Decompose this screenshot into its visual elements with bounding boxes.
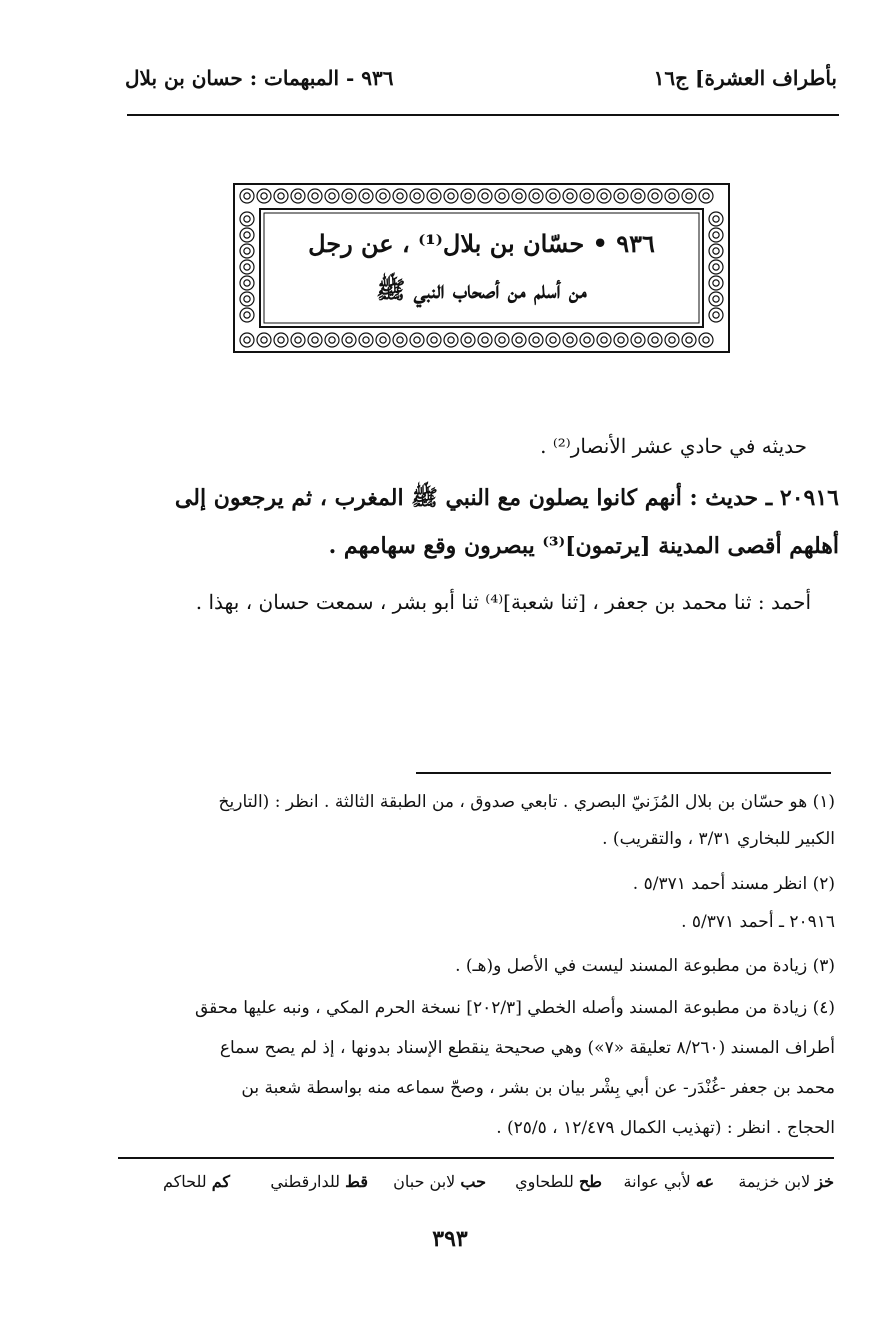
ornament-dot bbox=[278, 337, 284, 343]
ornament-dot bbox=[713, 296, 719, 302]
ornament-dot bbox=[703, 193, 709, 199]
ornament-loop bbox=[709, 228, 723, 242]
abbr-item: قط للدارقطني bbox=[270, 1172, 368, 1191]
bottom-rule bbox=[118, 1157, 834, 1159]
ornament-loop bbox=[665, 333, 679, 347]
ornament-dot bbox=[713, 248, 719, 254]
ornament-dot bbox=[499, 193, 505, 199]
ornament-dot bbox=[380, 193, 386, 199]
ornament-dot bbox=[329, 193, 335, 199]
ornament-dot bbox=[448, 193, 454, 199]
ornament-loop bbox=[291, 189, 305, 203]
ornament-dot bbox=[244, 264, 250, 270]
ornament-loop bbox=[580, 333, 594, 347]
ornament-dot bbox=[550, 337, 556, 343]
ornament-dot bbox=[499, 337, 505, 343]
chapter-heading-line-1: ٩٣٦ • حسّان بن بلال⁽¹⁾ ، عن رجل bbox=[308, 229, 655, 258]
ornament-dot bbox=[601, 337, 607, 343]
ornament-dot bbox=[601, 193, 607, 199]
ornament-dot bbox=[312, 337, 318, 343]
ornament-dot bbox=[703, 337, 709, 343]
ornament-dot bbox=[713, 216, 719, 222]
ornament-loop bbox=[529, 189, 543, 203]
footnote-4-line-3: محمد بن جعفر -غُنْدَر- عن أبي بِشْر بيان بن بشر ، وصحّ سماعه منه بواسطة شعبة بن bbox=[241, 1078, 835, 1098]
ornament-loop bbox=[308, 333, 322, 347]
ornament-dot bbox=[448, 337, 454, 343]
ornament-loop bbox=[631, 333, 645, 347]
ornament-dot bbox=[465, 193, 471, 199]
ornament-dot bbox=[329, 337, 335, 343]
ornament-loop bbox=[648, 189, 662, 203]
ornament-loop bbox=[512, 189, 526, 203]
ornament-dot bbox=[516, 193, 522, 199]
ornament-loop bbox=[709, 292, 723, 306]
ornament-loop bbox=[495, 189, 509, 203]
ornament-dot bbox=[363, 337, 369, 343]
header-volume-title: بأطراف العشرة] ج١٦ bbox=[653, 66, 837, 90]
ornament-dot bbox=[713, 312, 719, 318]
ornament-dot bbox=[295, 337, 301, 343]
header-rule bbox=[127, 114, 839, 116]
ornament-dot bbox=[346, 337, 352, 343]
ornament-dot bbox=[261, 337, 267, 343]
ornament-dot bbox=[363, 193, 369, 199]
ornament-dot bbox=[244, 193, 250, 199]
ornament-loop bbox=[444, 333, 458, 347]
ornament-dot bbox=[414, 337, 420, 343]
ornament-dot bbox=[261, 193, 267, 199]
ornament-loop bbox=[376, 333, 390, 347]
ornament-loop bbox=[240, 276, 254, 290]
ornament-dot bbox=[635, 337, 641, 343]
isnad-line: أحمد : ثنا محمد بن جعفر ، [ثنا شعبة]⁽⁴⁾ ثنا أبو بشر ، سمعت حسان ، بهذا . bbox=[195, 590, 811, 614]
ornament-loop bbox=[257, 333, 271, 347]
footnote-4-line-1: (٤) زيادة من مطبوعة المسند وأصله الخطي [٢٠٢/٣] نسخة الحرم المكي ، ونبه عليها محقق bbox=[194, 998, 835, 1018]
ornament-loop bbox=[257, 189, 271, 203]
footnote-2: (٢) انظر مسند أحمد ٥/٣٧١ . bbox=[632, 874, 835, 894]
abbr-item: عه لأبي عوانة bbox=[623, 1172, 714, 1191]
ornament-dot bbox=[397, 193, 403, 199]
ornament-dot bbox=[431, 337, 437, 343]
page-number: ٣٩٣ bbox=[432, 1226, 468, 1252]
footnote-1-line-2: الكبير للبخاري ٣/٣١ ، والتقريب) . bbox=[602, 829, 835, 849]
ornament-dot bbox=[584, 193, 590, 199]
ornament-loop bbox=[240, 228, 254, 242]
ornament-loop bbox=[709, 212, 723, 226]
ornament-loop bbox=[682, 189, 696, 203]
ornament-loop bbox=[240, 292, 254, 306]
ornament-loop bbox=[410, 333, 424, 347]
ornament-loop bbox=[631, 189, 645, 203]
ornament-dot bbox=[635, 193, 641, 199]
header-chapter-title: ٩٣٦ - المبهمات : حسان بن بلال bbox=[125, 66, 394, 90]
ornament-dot bbox=[669, 193, 675, 199]
ornament-loop bbox=[597, 333, 611, 347]
ornament-dot bbox=[278, 193, 284, 199]
ornament-loop bbox=[410, 189, 424, 203]
ornament-dot bbox=[244, 337, 250, 343]
ornament-loop bbox=[427, 333, 441, 347]
ornament-loop bbox=[274, 333, 288, 347]
ornament-dot bbox=[533, 337, 539, 343]
ornament-dot bbox=[567, 193, 573, 199]
ornament-dot bbox=[244, 280, 250, 286]
footnote-1-line-1: (١) هو حسّان بن بلال المُزَنيّ البصري . تابعي صدوق ، من الطبقة الثالثة . انظر : (التاريخ bbox=[218, 792, 835, 812]
ornament-loop bbox=[240, 333, 254, 347]
ornament-loop bbox=[709, 308, 723, 322]
ornament-dot bbox=[584, 337, 590, 343]
ornament-loop bbox=[308, 189, 322, 203]
ornament-loop bbox=[682, 333, 696, 347]
ornament-dot bbox=[533, 193, 539, 199]
ornament-loop bbox=[444, 189, 458, 203]
ornament-dot bbox=[516, 337, 522, 343]
ornament-dot bbox=[295, 193, 301, 199]
ornament-loop bbox=[709, 276, 723, 290]
ornament-dot bbox=[244, 232, 250, 238]
ornament-loop bbox=[342, 189, 356, 203]
ornament-dot bbox=[244, 216, 250, 222]
ornament-loop bbox=[461, 189, 475, 203]
running-header bbox=[125, 62, 837, 98]
ornament-dot bbox=[713, 232, 719, 238]
ornament-dot bbox=[312, 193, 318, 199]
ornament-loop bbox=[597, 189, 611, 203]
chapter-ornamental-frame bbox=[233, 183, 730, 353]
ornament-loop bbox=[376, 189, 390, 203]
ornament-dot bbox=[482, 193, 488, 199]
ornament-loop bbox=[478, 189, 492, 203]
ornament-loop bbox=[240, 189, 254, 203]
ornament-loop bbox=[240, 308, 254, 322]
ornament-dot bbox=[686, 337, 692, 343]
footnote-4-line-4: الحجاج . انظر : (تهذيب الكمال ١٢/٤٧٩ ، ٢٥/٥) . bbox=[496, 1118, 835, 1138]
ornament-dot bbox=[380, 337, 386, 343]
ornament-loop bbox=[563, 189, 577, 203]
ornament-loop bbox=[359, 189, 373, 203]
ornament-loop bbox=[291, 333, 305, 347]
hadith-text-line-2: أهلهم أقصى المدينة [يرتمون]⁽³⁾ يبصرون وقع سهامهم . bbox=[328, 533, 839, 559]
ornament-loop bbox=[478, 333, 492, 347]
ornament-dot bbox=[618, 193, 624, 199]
footnote-3: (٣) زيادة من مطبوعة المسند ليست في الأصل و(هـ) . bbox=[455, 956, 835, 976]
ornament-dot bbox=[397, 337, 403, 343]
footnote-4-line-2: أطراف المسند (٨/٢٦٠ تعليقة «٧») وهي صحيحة ينقطع الإسناد بدونها ، إذ لم يصح سماع bbox=[219, 1038, 835, 1058]
ornament-loop bbox=[648, 333, 662, 347]
ornament-dot bbox=[346, 193, 352, 199]
ornament-loop bbox=[529, 333, 543, 347]
ornament-loop bbox=[240, 212, 254, 226]
abbreviation-key bbox=[118, 1172, 834, 1202]
ornament-loop bbox=[699, 189, 713, 203]
ornament-loop bbox=[393, 189, 407, 203]
ornament-dot bbox=[482, 337, 488, 343]
ornament-loop bbox=[580, 189, 594, 203]
ornament-loop bbox=[427, 189, 441, 203]
ornament-dot bbox=[652, 337, 658, 343]
abbr-item: حب لابن حبان bbox=[393, 1172, 486, 1191]
ornament-loop bbox=[614, 189, 628, 203]
ornament-loop bbox=[393, 333, 407, 347]
ornament-loop bbox=[240, 260, 254, 274]
ornament-dot bbox=[713, 280, 719, 286]
ornament-loop bbox=[461, 333, 475, 347]
ornament-loop bbox=[563, 333, 577, 347]
ornament-dot bbox=[465, 337, 471, 343]
body-intro-line: حديثه في حادي عشر الأنصار⁽²⁾ . bbox=[540, 434, 807, 458]
ornament-loop bbox=[495, 333, 509, 347]
ornament-loop bbox=[709, 260, 723, 274]
abbr-item: خز لابن خزيمة bbox=[738, 1172, 834, 1191]
footnote-separator bbox=[416, 772, 831, 774]
hadith-text-line-1: ٢٠٩١٦ ـ حديث : أنهم كانوا يصلون مع النبي ﷺ المغرب ، ثم يرجعون إلى bbox=[174, 485, 839, 511]
ornament-dot bbox=[567, 337, 573, 343]
ornament-loop bbox=[699, 333, 713, 347]
ornament-loop bbox=[546, 333, 560, 347]
abbr-item: كم للحاكم bbox=[163, 1172, 230, 1191]
ornament-dot bbox=[686, 193, 692, 199]
ornament-dot bbox=[431, 193, 437, 199]
ornament-dot bbox=[244, 248, 250, 254]
ornament-loop bbox=[342, 333, 356, 347]
chapter-heading bbox=[263, 221, 700, 313]
abbr-item: طح للطحاوي bbox=[515, 1172, 602, 1191]
ornament-loop bbox=[546, 189, 560, 203]
ornament-loop bbox=[274, 189, 288, 203]
ornament-dot bbox=[244, 312, 250, 318]
ornament-dot bbox=[713, 264, 719, 270]
ornament-dot bbox=[550, 193, 556, 199]
ornament-loop bbox=[709, 244, 723, 258]
ornament-dot bbox=[652, 193, 658, 199]
ornament-loop bbox=[512, 333, 526, 347]
ornament-dot bbox=[669, 337, 675, 343]
ornament-dot bbox=[414, 193, 420, 199]
ornament-loop bbox=[325, 333, 339, 347]
ornament-dot bbox=[244, 296, 250, 302]
ornament-loop bbox=[325, 189, 339, 203]
footnote-hadith-ref: ٢٠٩١٦ ـ أحمد ٥/٣٧١ . bbox=[681, 912, 835, 932]
ornament-loop bbox=[240, 244, 254, 258]
ornament-loop bbox=[359, 333, 373, 347]
ornament-loop bbox=[614, 333, 628, 347]
ornament-loop bbox=[665, 189, 679, 203]
chapter-heading-line-2: من أسلم من أصحاب النبي ﷺ bbox=[376, 275, 587, 304]
ornament-dot bbox=[618, 337, 624, 343]
